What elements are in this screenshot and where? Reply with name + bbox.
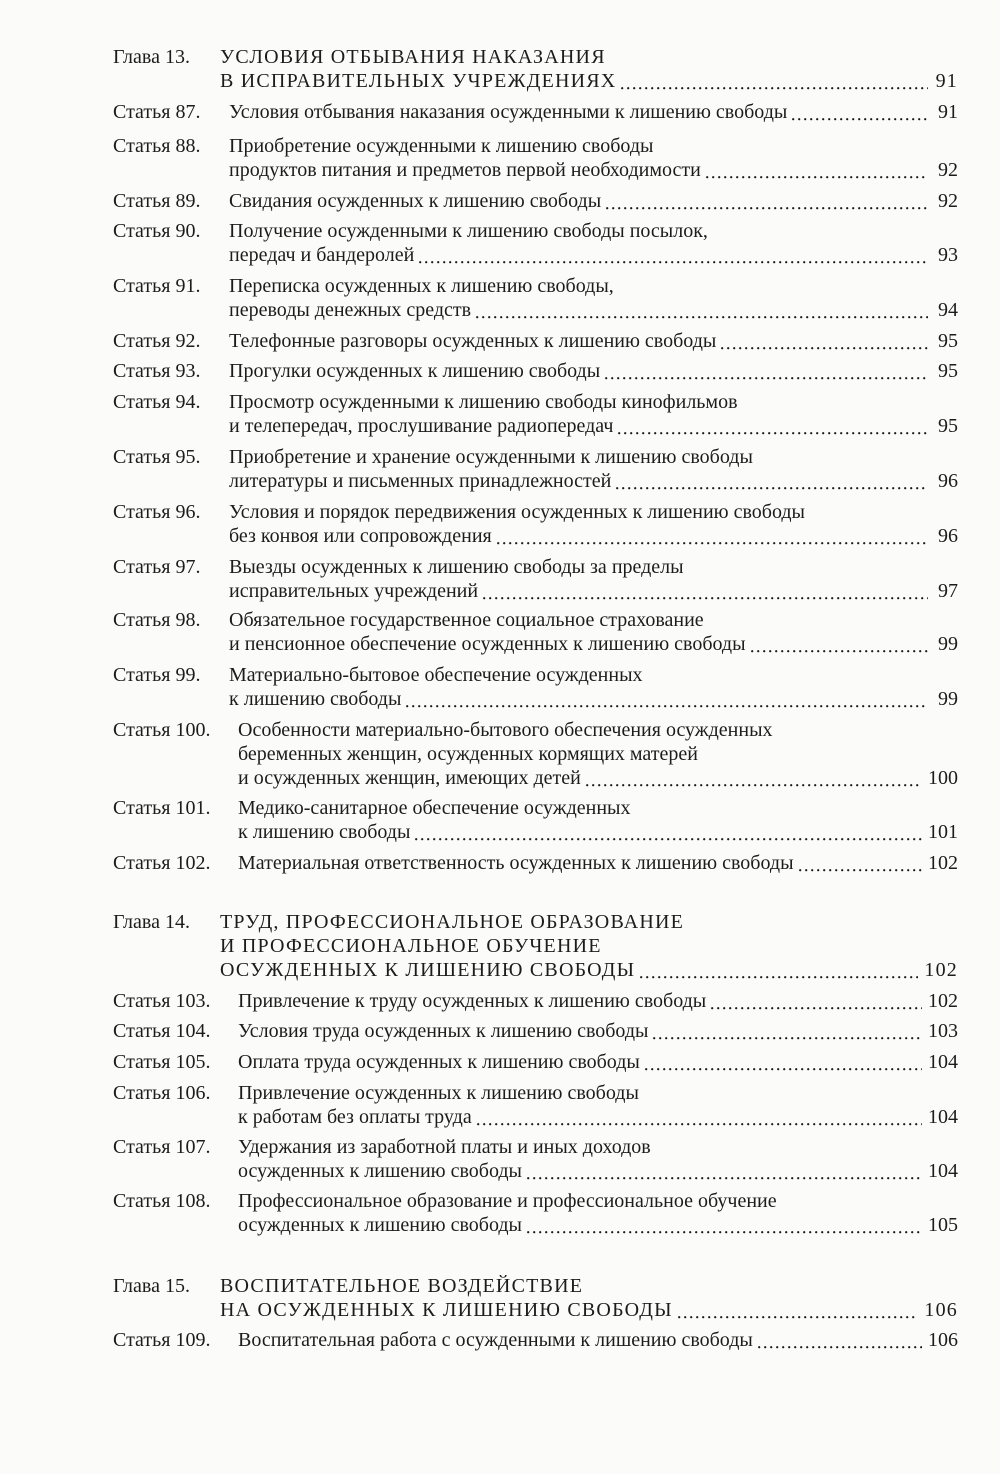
article-label: Статья 92. <box>113 330 201 352</box>
article-label: Статья 96. <box>113 501 201 523</box>
article-title-line <box>238 1080 639 1106</box>
article-title-text: Привлечение к труду осужденных к лишению свободы <box>238 990 707 1012</box>
article-title-line <box>238 1188 777 1214</box>
article-title-text: Оплата труда осужденных к лишению свободы <box>238 1051 640 1073</box>
dot-leader <box>621 68 928 94</box>
article-page-number: 96 <box>938 525 958 547</box>
article-page-number: 94 <box>938 299 958 321</box>
dot-leader <box>751 631 928 657</box>
chapter-label: Глава 14. <box>113 911 190 933</box>
dot-leader <box>527 1158 922 1184</box>
article-title-text: осужденных к лишению свободы <box>238 1214 522 1236</box>
article-label: Статья 94. <box>113 391 201 413</box>
chapter-title-text: УСЛОВИЯ ОТБЫВАНИЯ НАКАЗАНИЯ <box>220 46 606 68</box>
article-title-line <box>238 1158 958 1184</box>
dot-leader <box>758 1327 922 1353</box>
chapter-title-line <box>220 1297 958 1323</box>
article-page-number: 99 <box>938 688 958 710</box>
article-label: Статья 99. <box>113 664 201 686</box>
article-page-number: 95 <box>938 415 958 437</box>
article-title-line <box>229 188 958 214</box>
chapter-page-number: 102 <box>924 959 958 981</box>
article-title-text: Переписка осужденных к лишению свободы, <box>229 275 614 297</box>
article-title-line <box>238 717 773 743</box>
article-title-text: и телепередач, прослушивание радиопередач <box>229 415 614 437</box>
chapter-title-text: ТРУД, ПРОФЕССИОНАЛЬНОЕ ОБРАЗОВАНИЕ <box>220 911 685 933</box>
dot-leader <box>678 1297 919 1323</box>
dot-leader <box>605 358 928 384</box>
article-page-number: 92 <box>938 159 958 181</box>
dot-leader <box>711 988 922 1014</box>
article-title-line <box>238 1212 958 1238</box>
article-title-text: Получение осужденными к лишению свободы посылок, <box>229 220 708 242</box>
article-title-text: Особенности материально-бытового обеспечения осужденных <box>238 719 773 741</box>
article-title-line <box>229 662 643 688</box>
article-label: Статья 104. <box>113 1020 211 1042</box>
article-title-text: Телефонные разговоры осужденных к лишению свободы <box>229 330 717 352</box>
article-page-number: 92 <box>938 190 958 212</box>
chapter-title-line <box>220 909 684 935</box>
article-title-text: к работам без оплаты труда <box>238 1106 472 1128</box>
article-title-text: Условия труда осужденных к лишению свободы <box>238 1020 649 1042</box>
article-title-line <box>238 1134 651 1160</box>
article-title-line <box>229 607 704 633</box>
chapter-title-text: И ПРОФЕССИОНАЛЬНОЕ ОБУЧЕНИЕ <box>220 935 602 957</box>
article-page-number: 104 <box>928 1106 958 1128</box>
article-label: Статья 108. <box>113 1190 211 1212</box>
chapter-title-line <box>220 1273 583 1299</box>
article-label: Статья 105. <box>113 1051 211 1073</box>
article-title-line <box>238 1018 958 1044</box>
dot-leader <box>618 413 928 439</box>
article-page-number: 102 <box>928 990 958 1012</box>
article-label: Статья 90. <box>113 220 201 242</box>
dot-leader <box>645 1049 922 1075</box>
article-title-line <box>229 218 708 244</box>
article-title-line <box>238 1104 958 1130</box>
article-title-text: Материально-бытовое обеспечение осужденных <box>229 664 643 686</box>
article-title-line <box>229 133 653 159</box>
chapter-title-text: ОСУЖДЕННЫХ К ЛИШЕНИЮ СВОБОДЫ <box>220 959 636 981</box>
article-title-line <box>229 523 958 549</box>
article-label: Статья 103. <box>113 990 211 1012</box>
article-label: Статья 93. <box>113 360 201 382</box>
article-title-line <box>229 389 738 415</box>
article-title-line <box>229 578 958 604</box>
dot-leader <box>616 468 928 494</box>
article-page-number: 102 <box>928 852 958 874</box>
article-title-text: Удержания из заработной платы и иных доходов <box>238 1136 651 1158</box>
article-title-text: Материальная ответственность осужденных к лишению свободы <box>238 852 794 874</box>
article-title-text: Свидания осужденных к лишению свободы <box>229 190 602 212</box>
article-title-text: переводы денежных средств <box>229 299 472 321</box>
chapter-title-line <box>220 68 958 94</box>
article-title-line <box>229 358 958 384</box>
article-title-line <box>238 1327 958 1353</box>
article-title-line <box>229 468 958 494</box>
article-label: Статья 95. <box>113 446 201 468</box>
article-title-text: литературы и письменных принадлежностей <box>229 470 612 492</box>
article-page-number: 97 <box>938 580 958 602</box>
article-title-text: передач и бандеролей <box>229 244 415 266</box>
chapter-page-number: 91 <box>935 70 958 92</box>
dot-leader <box>477 1104 922 1130</box>
article-page-number: 100 <box>928 767 958 789</box>
article-label: Статья 101. <box>113 797 211 819</box>
article-title-text: продуктов питания и предметов первой необходимости <box>229 159 701 181</box>
article-title-line <box>229 157 958 183</box>
article-title-line <box>238 1049 958 1075</box>
article-title-text: Привлечение осужденных к лишению свободы <box>238 1082 639 1104</box>
chapter-title-line <box>220 44 606 70</box>
article-title-line <box>229 297 958 323</box>
dot-leader <box>406 686 928 712</box>
article-title-line <box>229 686 958 712</box>
article-title-line <box>229 99 958 125</box>
dot-leader <box>792 99 928 125</box>
article-title-text: исправительных учреждений <box>229 580 479 602</box>
article-title-text: Условия и порядок передвижения осужденных к лишению свободы <box>229 501 805 523</box>
article-title-text: к лишению свободы <box>229 688 402 710</box>
article-title-line <box>238 765 958 791</box>
article-title-line <box>229 328 958 354</box>
article-label: Статья 89. <box>113 190 201 212</box>
dot-leader <box>706 157 928 183</box>
article-title-text: беременных женщин, осужденных кормящих матерей <box>238 743 698 765</box>
article-title-line <box>229 242 958 268</box>
dot-leader <box>527 1212 922 1238</box>
article-title-text: Приобретение и хранение осужденными к лишению свободы <box>229 446 753 468</box>
article-label: Статья 91. <box>113 275 201 297</box>
dot-leader <box>721 328 928 354</box>
chapter-label: Глава 13. <box>113 46 190 68</box>
article-title-text: Обязательное государственное социальное страхование <box>229 609 704 631</box>
article-label: Статья 98. <box>113 609 201 631</box>
dot-leader <box>799 850 922 876</box>
article-title-text: без конвоя или сопровождения <box>229 525 492 547</box>
article-page-number: 106 <box>928 1329 958 1351</box>
article-page-number: 95 <box>938 330 958 352</box>
article-title-line <box>238 795 631 821</box>
article-title-text: Приобретение осужденными к лишению свободы <box>229 135 654 157</box>
chapter-title-text: ВОСПИТАТЕЛЬНОЕ ВОЗДЕЙСТВИЕ <box>220 1275 584 1297</box>
article-title-line <box>238 741 698 767</box>
article-title-text: Выезды осужденных к лишению свободы за пределы <box>229 556 684 578</box>
dot-leader <box>653 1018 922 1044</box>
article-title-text: Условия отбывания наказания осужденными к лишению свободы <box>229 101 788 123</box>
article-label: Статья 88. <box>113 135 201 157</box>
article-page-number: 104 <box>928 1051 958 1073</box>
dot-leader <box>640 957 918 983</box>
article-label: Статья 87. <box>113 101 201 123</box>
article-page-number: 96 <box>938 470 958 492</box>
article-title-text: Профессиональное образование и профессиональное обучение <box>238 1190 777 1212</box>
article-title-text: Воспитательная работа с осужденными к лишению свободы <box>238 1329 753 1351</box>
dot-leader <box>497 523 928 549</box>
article-title-line <box>229 413 958 439</box>
article-title-text: к лишению свободы <box>238 821 411 843</box>
chapter-title-text: В ИСПРАВИТЕЛЬНЫХ УЧРЕЖДЕНИЯХ <box>220 70 617 92</box>
article-title-line <box>238 819 958 845</box>
article-title-text: осужденных к лишению свободы <box>238 1160 522 1182</box>
article-title-line <box>238 850 958 876</box>
dot-leader <box>586 765 922 791</box>
article-page-number: 99 <box>938 633 958 655</box>
article-title-line <box>238 988 958 1014</box>
chapter-title-line <box>220 933 602 959</box>
article-title-text: и пенсионное обеспечение осужденных к лишению свободы <box>229 633 746 655</box>
article-label: Статья 102. <box>113 852 211 874</box>
article-page-number: 95 <box>938 360 958 382</box>
article-page-number: 103 <box>928 1020 958 1042</box>
article-title-text: Прогулки осужденных к лишению свободы <box>229 360 601 382</box>
article-label: Статья 97. <box>113 556 201 578</box>
article-label: Статья 107. <box>113 1136 211 1158</box>
chapter-title-line <box>220 957 958 983</box>
dot-leader <box>415 819 922 845</box>
article-label: Статья 106. <box>113 1082 211 1104</box>
article-title-line <box>229 273 614 299</box>
dot-leader <box>606 188 928 214</box>
article-title-line <box>229 444 753 470</box>
chapter-title-text: НА ОСУЖДЕННЫХ К ЛИШЕНИЮ СВОБОДЫ <box>220 1299 673 1321</box>
article-title-text: Просмотр осужденными к лишению свободы кинофильмов <box>229 391 738 413</box>
dot-leader <box>419 242 928 268</box>
chapter-page-number: 106 <box>924 1299 958 1321</box>
article-title-line <box>229 554 684 580</box>
article-page-number: 101 <box>928 821 958 843</box>
article-page-number: 105 <box>928 1214 958 1236</box>
article-page-number: 91 <box>938 101 958 123</box>
article-label: Статья 100. <box>113 719 211 741</box>
chapter-label: Глава 15. <box>113 1275 190 1297</box>
article-label: Статья 109. <box>113 1329 211 1351</box>
article-title-line <box>229 631 958 657</box>
dot-leader <box>476 297 928 323</box>
article-page-number: 104 <box>928 1160 958 1182</box>
article-title-text: Медико-санитарное обеспечение осужденных <box>238 797 631 819</box>
article-title-text: и осужденных женщин, имеющих детей <box>238 767 581 789</box>
article-title-line <box>229 499 805 525</box>
dot-leader <box>483 578 928 604</box>
article-page-number: 93 <box>938 244 958 266</box>
